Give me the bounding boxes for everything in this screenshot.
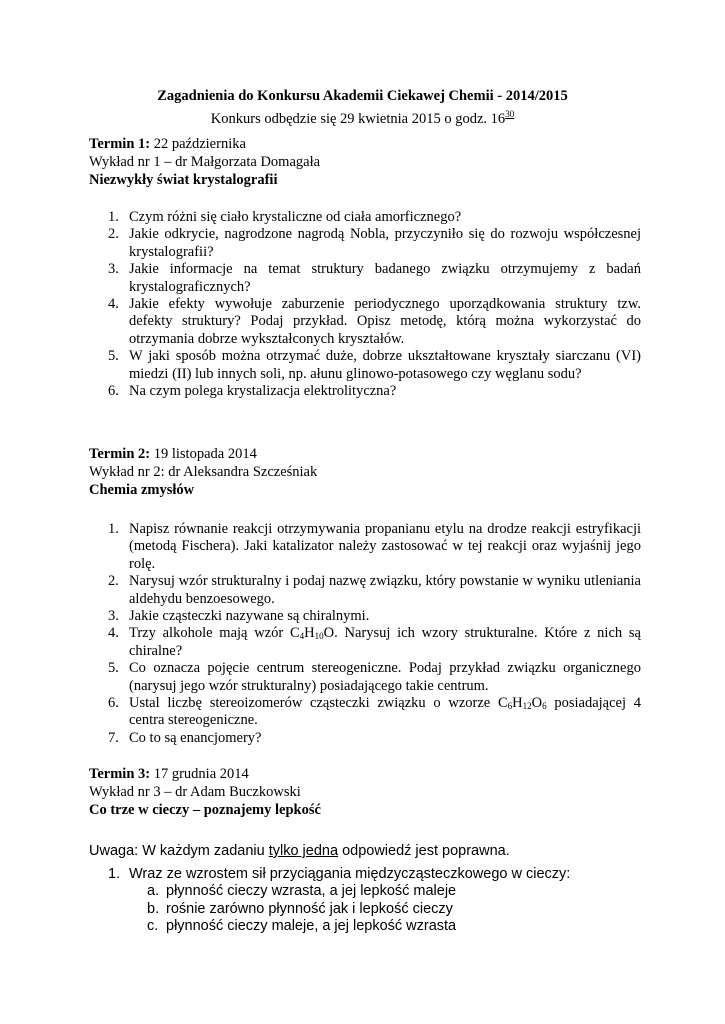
term-date: 22 października [153, 136, 246, 152]
term-2-topic: Chemia zmysłów [89, 482, 195, 498]
mc-option: b. rośnie zarówno płynność jak i lepkość cieczy [147, 900, 453, 917]
question-item: 3. Jakie cząsteczki nazywane są chiralnymi. [108, 608, 370, 625]
note: Uwaga: W każdym zadaniu tylko jedna odpowiedź jest poprawna. [89, 843, 510, 859]
question-item: 6. Na czym polega krystalizacja elektrolityczna? [108, 383, 397, 400]
question-item: 1. Czym różni się ciało krystaliczne od ciała amorficznego? [108, 209, 462, 225]
term-1-topic: Niezwykły świat krystalografii [89, 172, 278, 188]
question-item: 4. Jakie efekty wywołuje zaburzenie periodycznego uporządkowania struktury tzw. defekty struktury? Podaj przykład. Opisz metodę, którą można wykorzystać do otrzymania dobrze wykształconych kryształów. [108, 296, 641, 347]
contest-date: Konkurs odbędzie się 29 kwietnia 2015 o godz. 16 [210, 111, 506, 127]
term-date: 17 grudnia 2014 [153, 766, 249, 782]
question-item: 7. Co to są enancjomery? [108, 729, 262, 746]
term-2-heading [89, 446, 257, 463]
term-3-lecture: Wykład nr 3 – dr Adam Buczkowski [89, 784, 301, 800]
term-date: 19 listopada 2014 [153, 446, 257, 462]
contest-time-minutes: 30 [505, 109, 515, 119]
mc-question [89, 866, 649, 936]
question-item: 5. Co oznacza pojęcie centrum stereogeniczne. Podaj przykład związku organicznego (narysuj jego wzór strukturalny) posiadającego takie centrum. [108, 660, 641, 694]
term-1-questions [89, 209, 641, 400]
term-label: Termin 3: [89, 766, 151, 782]
question-item: 3. Jakie informacje na temat struktury badanego związku otrzymujemy z badań krystalograficznych? [108, 261, 641, 295]
term-label: Termin 1: [89, 136, 151, 152]
term-3-heading [89, 766, 249, 783]
page-title: Zagadnienia do Konkursu Akademii Ciekawej Chemii - 2014/2015 [157, 88, 568, 104]
mc-question-stem: 1. Wraz ze wzrostem sił przyciągania międzycząsteczkowego w cieczy: [108, 866, 571, 882]
mc-option: a. płynność cieczy wzrasta, a jej lepkość maleje [147, 883, 457, 900]
question-item: 2. Narysuj wzór strukturalny i podaj nazwę związku, który powstanie w wyniku utleniania aldehydu benzoesowego. [108, 573, 641, 607]
mc-option: c. płynność cieczy maleje, a jej lepkość wzrasta [147, 918, 457, 935]
term-1-lecture: Wykład nr 1 – dr Małgorzata Domagała [89, 154, 321, 170]
term-1-heading [89, 136, 246, 153]
note-emphasis: tylko jedna [268, 843, 339, 859]
question-item: 1. Napisz równanie reakcji otrzymywania propanianu etylu na drodze reakcji estryfikacji (metodą Fischera). Jaki katalizator należy zastosować w tej reakcji oraz wyjaśnij jego rolę. [108, 521, 641, 572]
term-2-lecture: Wykład nr 2: dr Aleksandra Szcześniak [89, 464, 318, 480]
question-item: 5. W jaki sposób można otrzymać duże, dobrze ukształtowane kryształy siarczanu (VI) miedzi (II) lub innych soli, np. ałunu glinowo-potasowego czy węglanu sodu? [108, 348, 641, 382]
question-item: 4. Trzy alkohole mają wzór $C_4H_{10}O$. Narysuj ich wzory strukturalne. Które z nich są chiralne? [108, 625, 641, 659]
question-item: 6. Ustal liczbę stereoizomerów cząsteczki związku o wzorze $C_6H_{12}O_6$ posiadającej 4 centra stereogeniczne. [108, 695, 641, 729]
term-3-topic: Co trze w cieczy – poznajemy lepkość [89, 802, 321, 818]
term-2-questions [89, 521, 641, 747]
question-item: 2. Jakie odkrycie, nagrodzone nagrodą Nobla, przyczyniło się do rozwoju współczesnej krystalografii? [108, 226, 641, 260]
page-subtitle [0, 111, 725, 128]
term-label: Termin 2: [89, 446, 151, 462]
